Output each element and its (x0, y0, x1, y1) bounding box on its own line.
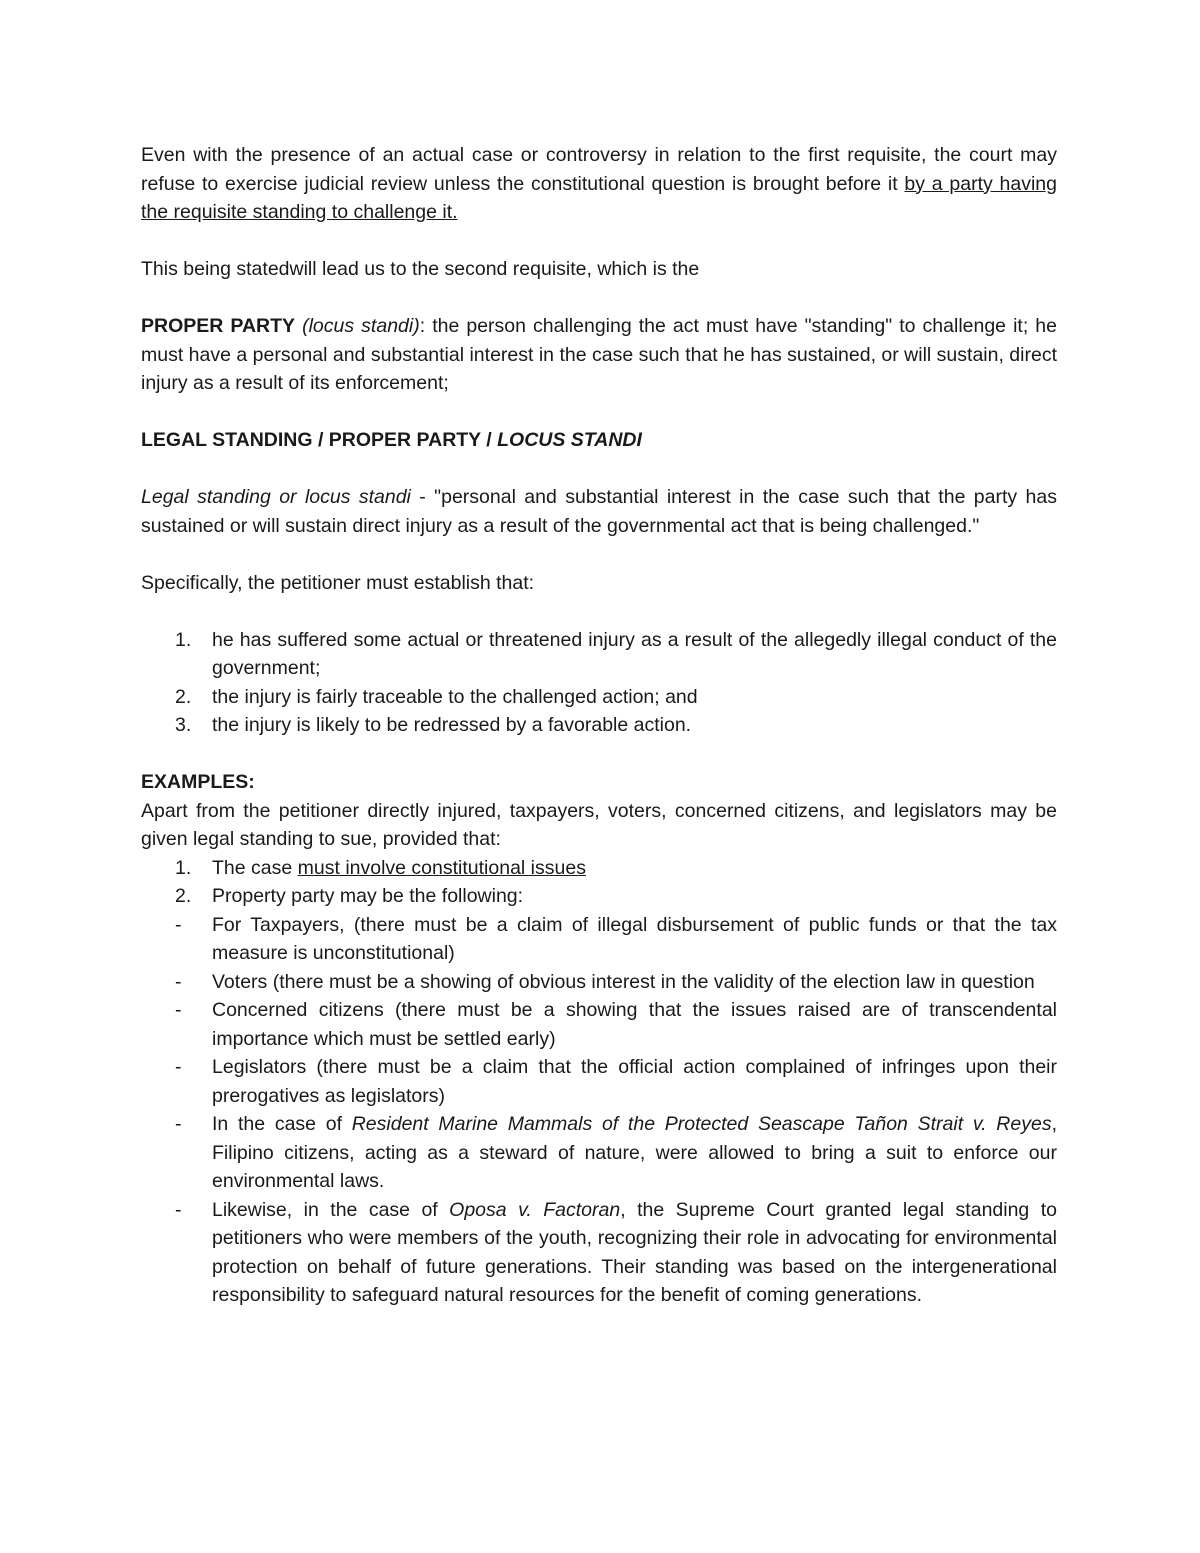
bullet-item-voters: - Voters (there must be a showing of obvious interest in the validity of the election law in question (175, 970, 1035, 993)
bullet-item-citizens: - Concerned citizens (there must be a showing that the issues raised are of transcendental importance which must be settled early) (175, 999, 1057, 1050)
bullet-item-taxpayers: - For Taxpayers, (there must be a claim of illegal disbursement of public funds or that the tax measure is unconstitutional) (175, 913, 1057, 964)
specifically-paragraph: Specifically, the petitioner must establish that: (141, 571, 535, 594)
examples-intro: Apart from the petitioner directly injured, taxpayers, voters, concerned citizens, and legislators may be given legal standing to sue, provided that: (141, 799, 1057, 850)
locus-standi-term: (locus standi) (302, 315, 420, 337)
list-item: 1. The case must involve constitutional issues (175, 856, 586, 879)
bullet-item-case-oposa: - Likewise, in the case of Oposa v. Factoran, the Supreme Court granted legal standing to petitioners who were members of the youth, recognizing their role in advocating for environmental protection on behalf of future generations. Their standing was based on the intergenerational responsibility to safeguard natural resources for the benefit of coming generations. (175, 1198, 1057, 1306)
requirements-list (141, 626, 1057, 740)
bullet-item-legislators: - Legislators (there must be a claim that the official action complained of infringes upon their prerogatives as legislators) (175, 1056, 1057, 1107)
list-item: 1. he has suffered some actual or threatened injury as a result of the allegedly illegal conduct of the government; (175, 628, 1057, 679)
list-item: 2. Property party may be the following: (175, 885, 524, 907)
list-item: 3. the injury is likely to be redressed by a favorable action. (175, 714, 692, 736)
examples-heading: EXAMPLES: (141, 771, 255, 793)
section-heading: LEGAL STANDING / PROPER PARTY / LOCUS STANDI (141, 429, 642, 451)
definition-term: Legal standing or locus standi (141, 486, 411, 508)
list-item: 2. the injury is fairly traceable to the challenged action; and (175, 685, 698, 708)
party-types-list (141, 911, 1057, 1310)
transition-paragraph: This being statedwill lead us to the second requisite, which is the (141, 258, 700, 280)
examples-list (141, 854, 1057, 911)
underlined-phrase: by a party having the requisite standing to challenge it. (141, 172, 1057, 223)
bullet-item-case-resident-marine-mammals: - In the case of Resident Marine Mammals of the Protected Seascape Tañon Strait v. Reyes, Filipino citizens, acting as a steward of nature, were allowed to bring a suit to enforce our environmental laws. (175, 1113, 1057, 1192)
case-name: Resident Marine Mammals of the Protected Seascape Tañon Strait v. Reyes (351, 1113, 1052, 1135)
definition-paragraph: Legal standing or locus standi - "personal and substantial interest in the case such that the party has sustained or will sustain direct injury as a result of the governmental act that is being challenged." (141, 486, 1057, 537)
proper-party-term: PROPER PARTY (141, 315, 296, 337)
intro-paragraph: Even with the presence of an actual case or controversy in relation to the first requisite, the court may refuse to exercise judicial review unless the constitutional question is brought before it by a party having the requisite standing to challenge it. (141, 144, 1057, 223)
document-page (141, 141, 1057, 1310)
proper-party-paragraph: PROPER PARTY (locus standi): the person challenging the act must have "standing" to challenge it; he must have a personal and substantial interest in the case such that he has sustained, or will sustain, direct injury as a result of its enforcement; (141, 315, 1057, 394)
case-name: Oposa v. Factoran (449, 1198, 621, 1221)
